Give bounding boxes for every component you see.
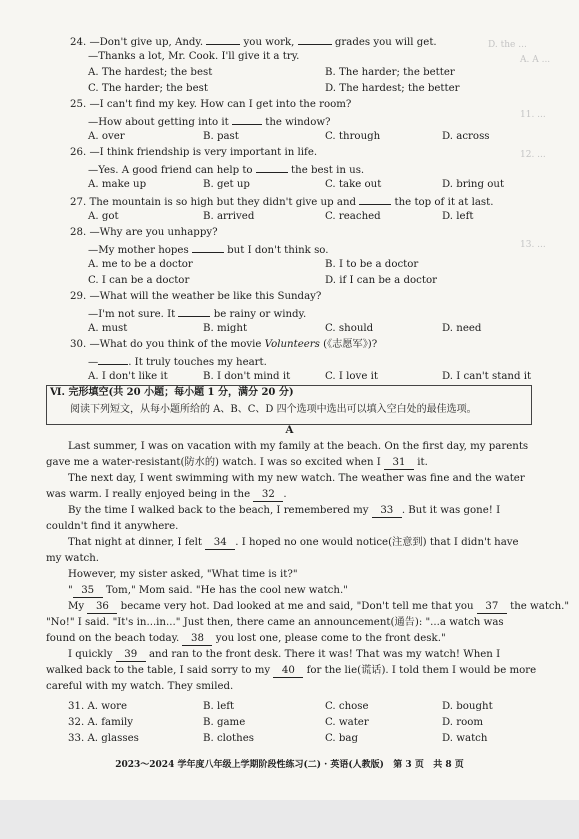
q28-option-d: D. if I can be a doctor: [325, 275, 437, 286]
q24-option-a: A. The hardest; the best: [88, 67, 213, 78]
passage-p2-line1: The next day, I went swimming with my new watch. The weather was fine and the water: [68, 473, 525, 484]
blank-35[interactable]: 35: [73, 585, 103, 598]
q30-option-a: A. I don't like it: [88, 371, 168, 382]
passage-label: A: [285, 424, 294, 436]
passage-p7-line2: "No!" I said. "It's in...in..." Just then, there came an announcement(通告): "...a watch was: [46, 617, 504, 628]
q27-option-a: A. got: [88, 211, 119, 222]
option-31-a: 31. A. wore: [68, 701, 128, 712]
option-32-a: 32. A. family: [68, 717, 134, 728]
bleed-through-text: D. the ...: [488, 40, 527, 50]
bleed-through-text: A. A ...: [520, 55, 551, 65]
blank-38[interactable]: 38: [182, 633, 212, 646]
passage-p5: However, my sister asked, "What time is it?": [68, 569, 298, 580]
option-32-b: B. game: [203, 717, 246, 728]
q26-reply: —Yes. A good friend can help to the best in us.: [0, 162, 579, 178]
blank-34[interactable]: 34: [205, 537, 235, 550]
q24-option-d: D. The hardest; the better: [325, 83, 460, 94]
passage-p3-line2: couldn't find it anywhere.: [46, 521, 179, 532]
q26-option-a: A. make up: [88, 179, 147, 190]
blank-32[interactable]: 32: [253, 489, 283, 502]
q28-stem: 28. —Why are you unhappy?: [70, 227, 218, 238]
option-33-c: C. bag: [325, 733, 359, 744]
q25-option-c: C. through: [325, 131, 381, 142]
option-33-b: B. clothes: [203, 733, 254, 744]
q28-option-b: B. I to be a doctor: [325, 259, 419, 270]
q29-option-d: D. need: [442, 323, 482, 334]
q27-option-d: D. left: [442, 211, 474, 222]
q27-stem: 27. The mountain is so high but they didn't give up and the top of it at last.: [0, 194, 579, 210]
q28-option-c: C. I can be a doctor: [88, 275, 190, 286]
blank-36[interactable]: 36: [87, 601, 117, 614]
q24-stem: 24. —Don't give up, Andy. you work, grades you will get.: [0, 34, 579, 50]
passage-p7-line3: found on the beach today. 38 you lost one, please come to the front desk.": [46, 633, 446, 644]
blank-37[interactable]: 37: [477, 601, 507, 614]
q24-option-b: B. The harder; the better: [325, 67, 455, 78]
blank-40[interactable]: 40: [273, 665, 303, 678]
option-31-c: C. chose: [325, 701, 369, 712]
option-33-a: 33. A. glasses: [68, 733, 139, 744]
q30-option-c: C. I love it: [325, 371, 378, 382]
q29-stem: 29. —What will the weather be like this Sunday?: [70, 291, 322, 302]
option-31-b: B. left: [203, 701, 235, 712]
q25-option-d: D. across: [442, 131, 490, 142]
blank-39[interactable]: 39: [116, 649, 146, 662]
q26-option-c: C. take out: [325, 179, 382, 190]
passage-p3-line1: By the time I walked back to the beach, I remembered my 33 . But it was gone! I: [68, 505, 501, 516]
passage-p7-line1: My 36 became very hot. Dad looked at me and said, "Don't tell me that you 37 the watch.": [68, 601, 570, 612]
q24-option-c: C. The harder; the best: [88, 83, 208, 94]
passage-p4-line1: That night at dinner, I felt 34 . I hoped no one would notice(注意到) that I didn't have: [68, 537, 519, 548]
q26-stem: 26. —I think friendship is very important in life.: [70, 147, 318, 158]
q25-option-a: A. over: [88, 131, 125, 142]
q25-stem: 25. —I can't find my key. How can I get into the room?: [70, 99, 352, 110]
passage-p8-line2: walked back to the table, I said sorry to my 40 for the lie(谎话). I told them I would be more: [46, 665, 537, 676]
option-32-d: D. room: [442, 717, 484, 728]
blank-33[interactable]: 33: [372, 505, 402, 518]
q29-option-c: C. should: [325, 323, 374, 334]
q29-option-b: B. might: [203, 323, 248, 334]
q30-option-d: D. I can't stand it: [442, 371, 532, 382]
option-31-d: D. bought: [442, 701, 493, 712]
bleed-through-text: 13. ...: [520, 240, 546, 250]
bleed-through-text: 12. ...: [520, 150, 546, 160]
passage-p8-line1: I quickly 39 and ran to the front desk. There it was! That was my watch! When I: [68, 649, 501, 660]
passage-p1-line2: gave me a water-resistant(防水的) watch. I was so excited when I 31 it.: [46, 457, 428, 468]
q26-option-d: D. bring out: [442, 179, 505, 190]
passage-p6: " 35 Tom," Mom said. "He has the cool new watch.": [68, 585, 348, 596]
q27-option-c: C. reached: [325, 211, 381, 222]
section-instruction: 阅读下列短文，从每小题所给的 A、B、C、D 四个选项中选出可以填入空白处的最佳选项。: [70, 404, 477, 415]
bottom-gray-strip: [0, 800, 579, 839]
option-32-c: C. water: [325, 717, 369, 728]
bleed-through-text: 11. ...: [520, 110, 546, 120]
passage-p1-line1: Last summer, I was on vacation with my family at the beach. On the first day, my parents: [68, 441, 529, 452]
page-footer: 2023～2024 学年度八年级上学期阶段性练习(二) · 英语(人教版) 第 3 页 共 8 页: [115, 760, 464, 770]
passage-p4-line2: my watch.: [46, 553, 100, 564]
section-heading: Ⅵ. 完形填空(共 20 小题；每小题 1 分，满分 20 分): [50, 387, 294, 398]
q29-option-a: A. must: [88, 323, 128, 334]
q26-option-b: B. get up: [203, 179, 250, 190]
q29-reply: —I'm not sure. It be rainy or windy.: [0, 306, 579, 322]
option-33-d: D. watch: [442, 733, 488, 744]
q24-reply: —Thanks a lot, Mr. Cook. I'll give it a try.: [88, 51, 300, 62]
blank-31[interactable]: 31: [384, 457, 414, 470]
q28-reply: —My mother hopes but I don't think so.: [0, 242, 579, 258]
passage-p2-line2: was warm. I really enjoyed being in the 32 .: [46, 489, 287, 500]
q27-option-b: B. arrived: [203, 211, 255, 222]
q25-option-b: B. past: [203, 131, 239, 142]
q30-reply: — . It truly touches my heart.: [0, 354, 579, 370]
q30-stem: 30. —What do you think of the movie Volunteers (《志愿军》)?: [70, 339, 378, 350]
q28-option-a: A. me to be a doctor: [88, 259, 193, 270]
q25-reply: —How about getting into it the window?: [0, 114, 579, 130]
passage-p8-line3: careful with my watch. They smiled.: [46, 681, 234, 692]
q30-option-b: B. I don't mind it: [203, 371, 291, 382]
